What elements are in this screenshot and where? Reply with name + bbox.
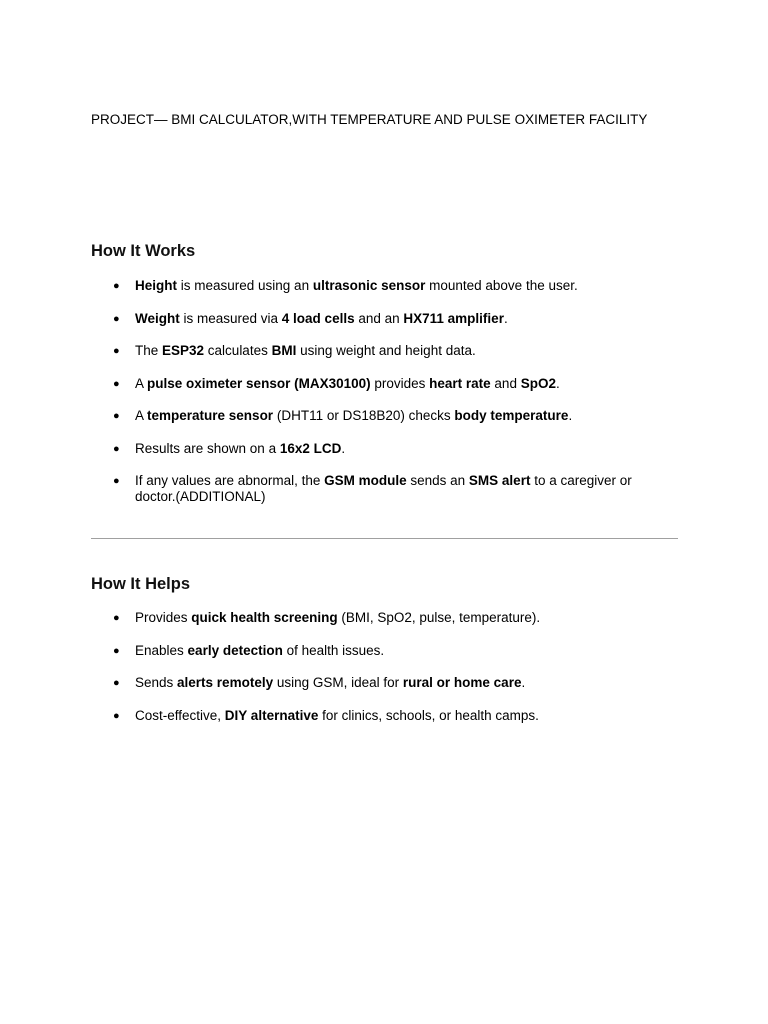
bullet-icon: ● — [113, 377, 120, 390]
bullet-icon: ● — [113, 280, 120, 292]
bullet-icon: ● — [113, 644, 120, 657]
how-it-works-heading: How It Works — [91, 242, 196, 260]
list-item — [0, 408, 768, 424]
bullet-icon: ● — [113, 475, 120, 487]
list-item-text: A pulse oximeter sensor (MAX30100) provides heart rate and SpO2. — [135, 375, 560, 391]
list-item — [0, 343, 768, 359]
list-item-text: Enables early detection of health issues. — [135, 642, 385, 658]
bullet-icon: ● — [113, 677, 120, 689]
project-title: PROJECT— BMI CALCULATOR,WITH TEMPERATURE AND PULSE OXIMETER FACILITY — [91, 112, 648, 127]
bullet-icon: ● — [113, 442, 120, 455]
list-item — [0, 441, 768, 457]
list-item-text: Cost-effective, DIY alternative for clinics, schools, or health camps. — [135, 707, 539, 723]
bullet-icon: ● — [113, 709, 120, 722]
section-divider — [91, 538, 678, 539]
how-it-helps-heading: How It Helps — [91, 575, 191, 593]
list-item-text: A temperature sensor (DHT11 or DS18B20) checks body temperature. — [135, 408, 573, 423]
list-item-text: The ESP32 calculates BMI using weight and height data. — [135, 343, 476, 358]
list-item-text: Sends alerts remotely using GSM, ideal for rural or home care. — [135, 675, 526, 690]
bullet-icon: ● — [113, 345, 120, 357]
list-item — [0, 376, 768, 392]
how-it-works-list — [0, 278, 768, 522]
list-item-text: Height is measured using an ultrasonic sensor mounted above the user. — [135, 278, 578, 293]
list-item — [0, 675, 768, 691]
list-item-text: If any values are abnormal, the GSM module sends an SMS alert to a caregiver or doctor.(ADDITIONAL) — [135, 473, 632, 504]
list-item — [0, 708, 768, 724]
list-item-text: Results are shown on a 16x2 LCD. — [135, 440, 346, 456]
list-item — [0, 278, 768, 294]
bullet-icon: ● — [113, 312, 120, 325]
bullet-icon: ● — [113, 410, 120, 422]
list-item — [0, 610, 768, 626]
list-item-text: Provides quick health screening (BMI, SpO2, pulse, temperature). — [135, 610, 541, 625]
bullet-icon: ● — [113, 612, 120, 624]
list-item — [0, 643, 768, 659]
how-it-helps-list — [0, 610, 768, 740]
list-item — [0, 311, 768, 327]
list-item-text: Weight is measured via 4 load cells and an HX711 amplifier. — [135, 310, 508, 326]
list-item — [0, 473, 768, 505]
